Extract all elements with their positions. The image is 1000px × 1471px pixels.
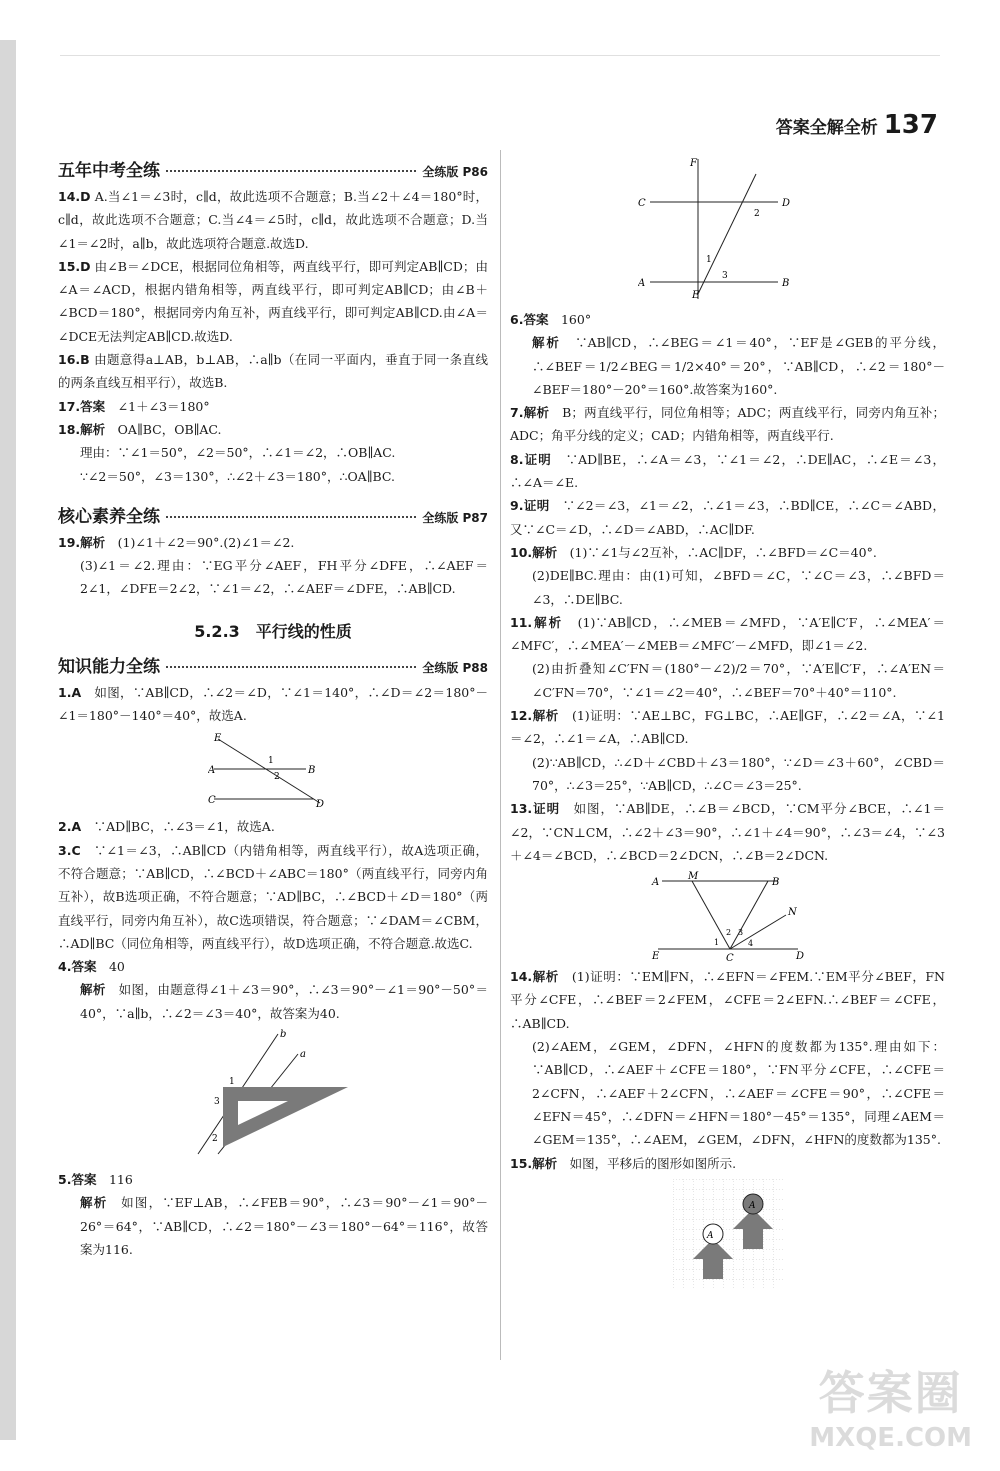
watermark-url: MXQE.COM (809, 1423, 972, 1453)
answer-15: 15.D 由∠B＝∠DCE，根据同位角相等，两直线平行，即可判定AB∥CD；由∠A＝∠ACD，根据内错角相等，两直线平行，即可判定AB∥CD；由∠B＋∠BCD＝180°，根据同旁内角互补，两直线平行，即可判定AB∥CD.由∠A＝∠DCE无法判定AB∥CD.故选D. (58, 258, 488, 344)
svg-text:b: b (280, 1029, 287, 1041)
svg-text:C: C (208, 795, 216, 807)
binding-gutter (0, 40, 16, 1440)
svg-text:A: A (748, 1200, 755, 1211)
answer-15: 15.解析 如图，平移后的图形如图所示. (510, 1155, 737, 1171)
svg-text:1: 1 (229, 1077, 235, 1088)
svg-text:M: M (687, 871, 698, 883)
svg-text:A: A (706, 1230, 713, 1241)
section-header (58, 502, 488, 527)
section-ref: 全练版 P88 (422, 660, 488, 675)
subsection-title: 5.2.3 平行线的性质 (194, 621, 352, 641)
section-ref: 全练版 P87 (422, 510, 488, 525)
svg-text:1: 1 (705, 255, 712, 265)
analysis-5: 解析 如图，∵EF⊥AB，∴∠FEB＝90°，∴∠3＝90°－∠1＝90°－26°＝64°，∵AB∥CD，∴∠2＝180°－∠3＝180°－64°＝116°，故答案为116. (80, 1195, 488, 1257)
figure-q1 (208, 731, 338, 811)
dotted-leader (166, 170, 416, 172)
answer-16: 16.B 由题意得a⊥AB，b⊥AB，∴a∥b（在同一平面内，垂直于同一条直线的两条直线互相平行），故选B. (58, 352, 488, 391)
svg-text:D: D (795, 951, 804, 962)
svg-text:E: E (691, 290, 699, 301)
section-header (58, 156, 488, 181)
svg-text:C: C (725, 953, 734, 962)
analysis-6: 解析 ∵AB∥CD，∴∠BEG＝∠1＝40°，∵EF是∠GEB的平分线，∴∠BEF＝1/2∠BEG＝1/2×40°＝20°，∵AB∥CD，∴∠2＝180°－∠BEF＝180°－20°＝160°.故答案为160°. (532, 335, 945, 397)
page-header (776, 110, 938, 140)
section-title: 核心素养全练 (58, 506, 160, 527)
svg-text:F: F (689, 158, 697, 169)
answer-19-line2: (3)∠1＝∠2.理由：∵EG平分∠AEF，FH平分∠DFE，∴∠AEF＝2∠1，∠DFE＝2∠2，∵∠1＝∠2，∴∠AEF＝∠DFE，∴AB∥CD. (80, 558, 488, 597)
svg-text:E: E (651, 951, 659, 962)
figure-q13 (648, 871, 808, 961)
header-title: 答案全解全析 (775, 117, 878, 138)
answer-13: 13.证明 如图，∵AB∥DE，∴∠B＝∠BCD，∵CM平分∠BCE，∴∠1＝∠2，∵CN⊥CM，∴∠2＋∠3＝90°，∴∠1＋∠4＝90°，∴∠3＝∠4，∵∠3＋∠4＝∠BCD，∴∠BCD＝2∠DCN，∴∠B＝2∠DCN. (510, 801, 945, 863)
right-column (510, 150, 945, 1293)
answer-10: 10.解析 (1)∵∠1与∠2互补，∴AC∥DF，∴∠BFD＝∠C＝40°. (510, 544, 877, 560)
svg-text:2: 2 (274, 772, 280, 783)
dotted-leader (166, 666, 416, 668)
analysis-4: 解析 如图，由题意得∠1＋∠3＝90°，∴∠3＝90°－∠1＝90°－50°＝40°，∵a∥b，∴∠2＝∠3＝40°，故答案为40. (80, 982, 488, 1021)
svg-text:D: D (316, 799, 325, 811)
section-title: 五年中考全练 (58, 161, 160, 181)
answer-18: 18.解析 OA∥BC，OB∥AC. (58, 421, 222, 437)
answer-14: 14.解析 (1)证明：∵EM∥FN，∴∠EFN＝∠FEM.∵EM平分∠BEF，FN平分∠CFE，∴∠BEF＝2∠FEM，∠CFE＝2∠EFN.∴∠BEF＝∠CFE，∴AB∥CD. (510, 969, 945, 1031)
section-title: 知识能力全练 (58, 656, 160, 677)
svg-text:B: B (771, 877, 779, 889)
page-number: 137 (883, 110, 938, 140)
svg-text:1: 1 (713, 938, 719, 948)
watermark-logo: 答案圈 (818, 1366, 963, 1420)
section-ref: 全练版 P86 (422, 165, 488, 179)
answer-4: 4.答案 40 (58, 959, 125, 975)
svg-text:a: a (300, 1049, 306, 1061)
svg-text:E: E (214, 733, 222, 745)
watermark (809, 1357, 972, 1453)
answer-18-line3: ∵∠2＝50°，∠3＝130°，∴∠2＋∠3＝180°，∴OA∥BC. (80, 468, 395, 484)
answer-9: 9.证明 ∵∠2＝∠3，∠1＝∠2，∴∠1＝∠3，∴BD∥CE，∴∠C＝∠ABD，又∵∠C＝∠D，∴∠D＝∠ABD，∴AC∥DF. (510, 498, 945, 537)
svg-text:D: D (781, 198, 790, 209)
answer-11: 11.解析 (1)∵AB∥CD，∴∠MEB＝∠MFD，∵A′E∥C′F，∴∠MEA′＝∠MFC′，∴∠MEA′－∠MEB＝∠MFC′－∠MFD，即∠1＝∠2. (510, 614, 945, 654)
answer-12: 12.解析 (1)证明：∵AE⊥BC，FG⊥BC，∴AE∥GF，∴∠2＝∠A，∵∠1＝∠2，∴∠1＝∠A，∴AB∥CD. (510, 708, 945, 747)
svg-text:2: 2 (212, 1134, 218, 1145)
answer-17: 17.答案 ∠1＋∠3＝180° (58, 398, 210, 414)
top-rule (60, 55, 940, 56)
answer-5: 5.答案 116 (58, 1172, 133, 1188)
dotted-leader (166, 516, 416, 518)
svg-text:4: 4 (747, 939, 753, 949)
figure-q5 (638, 154, 818, 304)
answer-14: 14.D A.当∠1＝∠3时，c∥d，故此选项不合题意；B.当∠2＋∠4＝180°时，c∥d，故此选项不合题意；C.当∠4＝∠5时，c∥d，故此选项不合题意；D.当∠1＝∠2时，a∥b，故此选项符合题意.故选D. (58, 189, 488, 251)
svg-text:A: A (651, 877, 659, 889)
answer-1: 1.A 如图，∵AB∥CD，∴∠2＝∠D，∵∠1＝140°，∴∠D＝∠2＝180°－∠1＝180°－140°＝40°，故选A. (58, 684, 488, 724)
svg-text:C: C (637, 198, 646, 209)
svg-text:A: A (208, 765, 216, 777)
svg-text:A: A (637, 278, 645, 289)
answer-3: 3.C ∵∠1＝∠3，∴AB∥CD（内错角相等，两直线平行），故A选项正确，不符合题意；∵AB∥CD，∴∠BCD＋∠ABC＝180°（两直线平行，同旁内角互补），故B选项正确，不符合题意；∵AD∥BC，∴∠BCD＋∠D＝180°（两直线平行，同旁内角互补），故C选项错误，符合题意；∵∠DAM＝∠CBM，∴AD∥BC（同位角相等，两直线平行），故D选项正确，不符合题意.故选C. (58, 842, 488, 951)
answer-10-line2: (2)DE∥BC.理由：由(1)可知，∠BFD＝∠C，∵∠C＝∠3，∴∠BFD＝∠3，∴DE∥BC. (532, 568, 945, 607)
column-divider (500, 150, 501, 1360)
figure-q15 (673, 1179, 783, 1289)
svg-text:3: 3 (737, 928, 743, 938)
answer-8: 8.证明 ∵AD∥BE，∴∠A＝∠3，∵∠1＝∠2，∴DE∥AC，∴∠E＝∠3，∴∠A＝∠E. (510, 451, 945, 491)
answer-7: 7.解析 B；两直线平行，同位角相等；ADC；两直线平行，同旁内角互补；ADC；角平分线的定义；CAD；内错角相等，两直线平行. (510, 405, 945, 444)
figure-q4 (188, 1029, 358, 1164)
svg-text:B: B (781, 278, 789, 289)
answer-19: 19.解析 (1)∠1＋∠2＝90°.(2)∠1＝∠2. (58, 534, 295, 550)
answer-6: 6.答案 160° (510, 312, 592, 327)
svg-text:B: B (308, 765, 316, 777)
svg-text:3: 3 (721, 271, 728, 281)
svg-text:2: 2 (753, 209, 760, 219)
answer-18-line2: 理由：∵∠1＝50°，∠2＝50°，∴∠1＝∠2，∴OB∥AC. (80, 445, 396, 461)
section-header (58, 652, 488, 677)
svg-text:2: 2 (725, 928, 731, 938)
answer-2: 2.A ∵AD∥BC，∴∠3＝∠1，故选A. (58, 819, 275, 835)
answer-12-line2: (2)∵AB∥CD，∴∠D＋∠CBD＋∠3＝180°，∵∠D＝∠3＋60°，∠CBD＝70°，∴∠3＝25°，∵AB∥CD，∴∠C＝∠3＝25°. (532, 754, 945, 793)
left-column (58, 150, 488, 1261)
answer-14-line2: (2)∠AEM，∠GEM，∠DFN，∠HFN的度数都为135°.理由如下：∵AB∥CD，∴∠AEF＋∠CFE＝180°，∵FN平分∠CFE，∴∠CFE＝2∠CFN，∴∠AEF＋2∠CFN，∴∠AEF＝∠CFE＝90°，∴∠CFE＝∠EFN＝45°，∴∠DFN＝∠HFN＝180°－45°＝135°，同理∠AEM＝∠GEM＝135°，∴∠AEM，∠GEM，∠DFN，∠HFN的度数都为135°. (532, 1039, 945, 1148)
svg-text:N: N (787, 907, 797, 919)
svg-text:3: 3 (214, 1097, 220, 1108)
answer-11-line2: (2)由折叠知∠C′FN＝(180°－∠2)/2＝70°，∵A′E∥C′F，∴∠A′EN＝∠C′FN＝70°，∵∠1＝∠2＝40°，∴∠BEF＝70°＋40°＝110°. (532, 661, 945, 700)
svg-text:1: 1 (268, 756, 274, 767)
